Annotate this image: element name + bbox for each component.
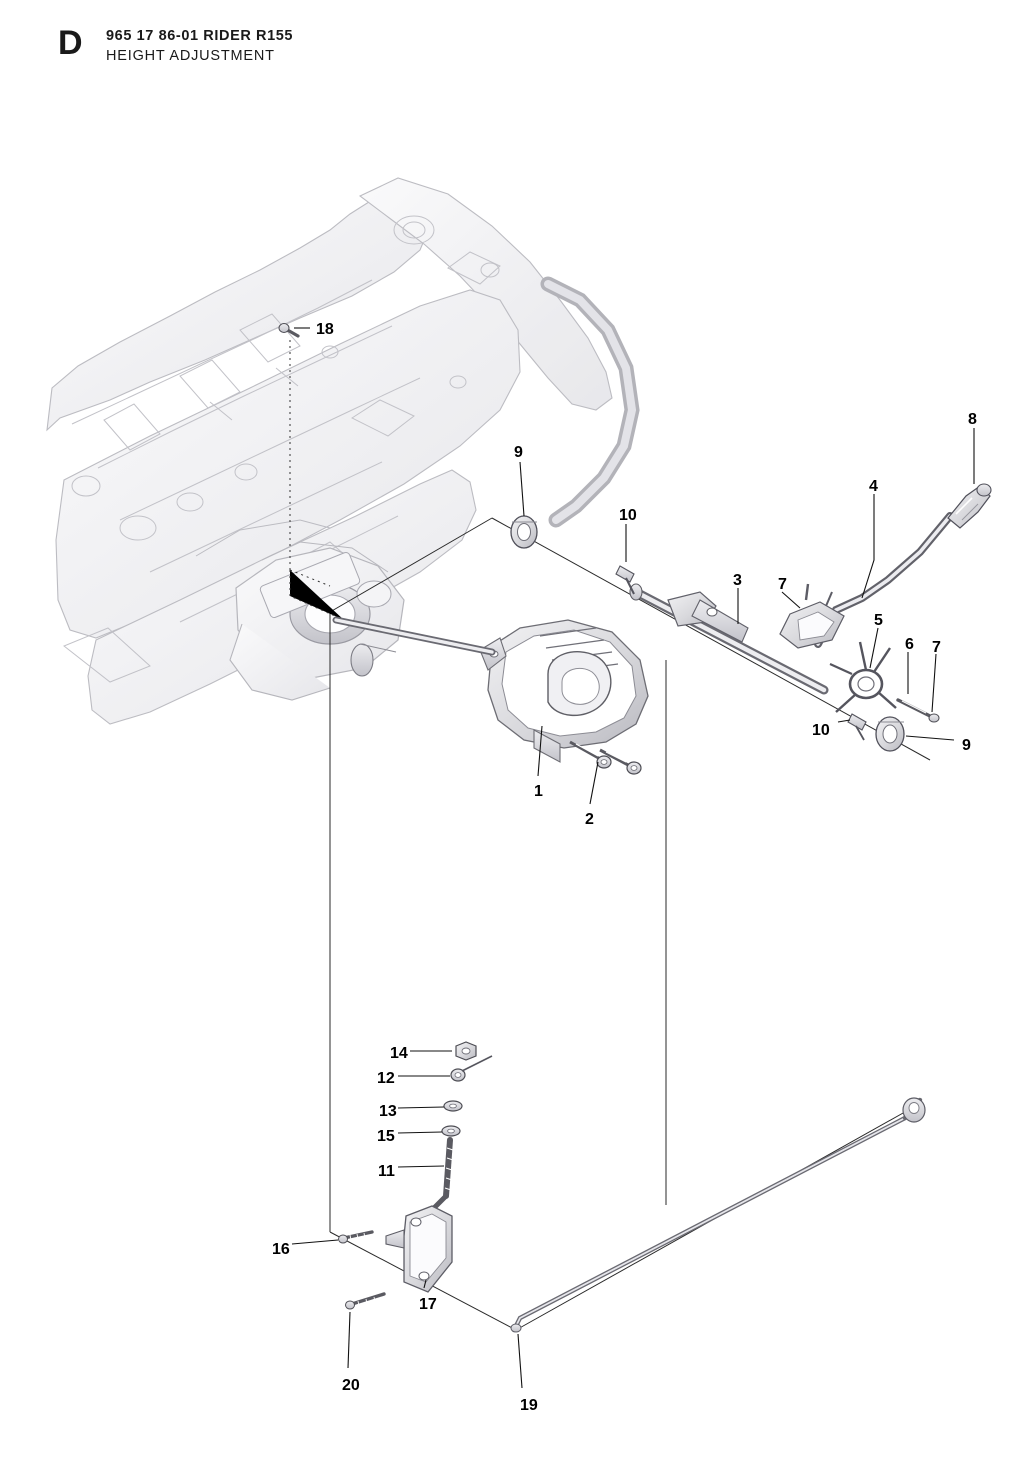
part-2-bolts [570,742,641,774]
callout-6: 6 [905,636,914,653]
callout-13: 13 [379,1103,397,1120]
part-9-bushing-left [511,516,537,548]
part-1-height-adjust-bracket [480,620,648,762]
callout-19: 19 [520,1397,538,1414]
callout-10: 10 [619,507,637,524]
callout-17: 17 [419,1296,437,1313]
callout-8: 8 [968,411,977,428]
part-14-nut [456,1042,476,1060]
callout-14: 14 [390,1045,408,1062]
callout-4: 4 [869,478,878,495]
part-12-eye-bolt [451,1056,492,1081]
callout-10: 10 [812,722,830,739]
model-number-title: 965 17 86-01 RIDER R155 [106,28,294,44]
callout-16: 16 [272,1241,290,1258]
callout-15: 15 [377,1128,395,1145]
callout-11: 11 [378,1163,395,1180]
callout-2: 2 [585,811,594,828]
part-16-screw [339,1232,373,1243]
callout-9: 9 [962,737,971,754]
callout-9: 9 [514,444,523,461]
callout-1: 1 [534,783,543,800]
part-18-pin [279,324,298,337]
part-9-bushing-right [876,717,904,751]
callout-7: 7 [932,639,941,656]
part-20-screw [346,1294,385,1309]
part-8-handle-grip [948,484,991,528]
part-19-long-rod [511,1098,925,1332]
part-15-spacer [442,1126,460,1136]
part-7-bushing-plate [780,584,844,648]
callout-5: 5 [874,612,883,629]
part-13-washer [444,1101,462,1111]
page-title: HEIGHT ADJUSTMENT [106,48,275,64]
callout-7: 7 [778,576,787,593]
section-letter: D [58,24,83,62]
part-10-clip-lower [848,714,866,740]
part-10-clip-upper [616,566,634,594]
callout-18: 18 [316,321,334,338]
part-5-torsion-spring [830,642,896,712]
part-17-mounting-bracket [386,1206,452,1292]
part-11-threaded-rod [430,1140,453,1212]
callout-12: 12 [377,1070,395,1087]
callout-20: 20 [342,1377,360,1394]
callout-3: 3 [733,572,742,589]
